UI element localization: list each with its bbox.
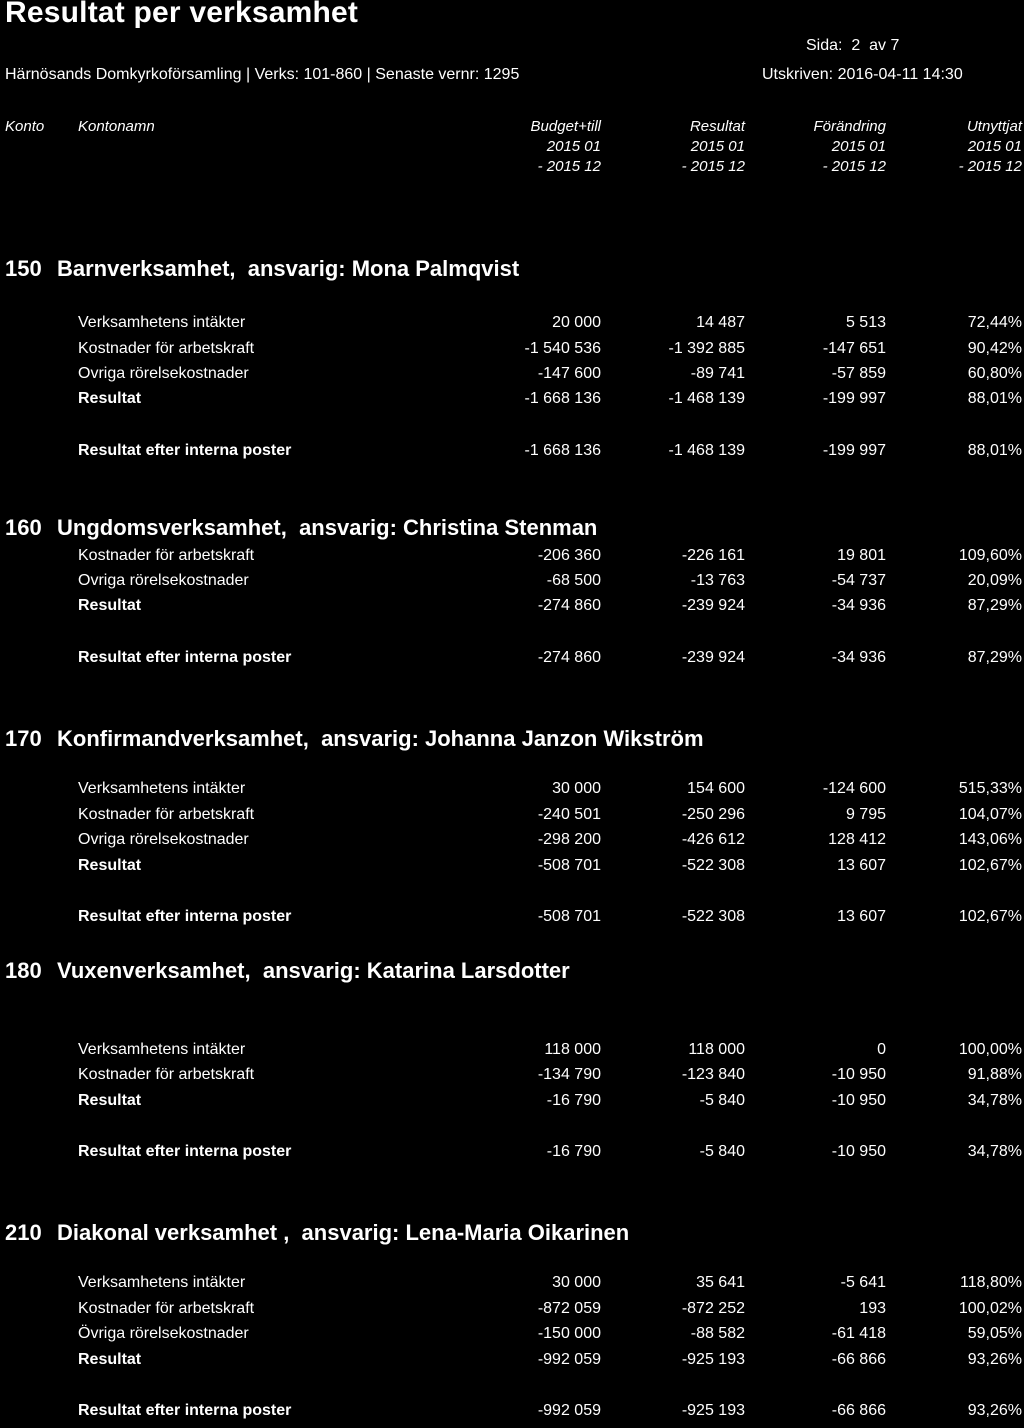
- column-header-budget: Budget+till 2015 01 - 2015 12: [530, 118, 601, 175]
- table-row-resultat: Resultat -992 059 -925 193 -66 866 93,26%: [78, 1351, 1022, 1368]
- table-row: Kostnader för arbetskraft -240 501 -250 296 9 795 104,07%: [78, 806, 1022, 823]
- table-row: Verksamhetens intäkter 30 000 35 641 -5 641 118,80%: [78, 1274, 1022, 1291]
- page-label: Sida:: [806, 37, 843, 54]
- column-header-forandring: Förändring 2015 01 - 2015 12: [813, 118, 886, 175]
- report-title: Resultat per verksamhet: [5, 0, 359, 29]
- column-header-konto: Konto: [5, 118, 45, 135]
- table-row: Kostnader för arbetskraft -206 360 -226 161 19 801 109,60%: [78, 547, 1022, 564]
- section-title: 160 Ungdomsverksamhet, ansvarig: Christina Stenman: [5, 515, 598, 540]
- column-header-resultat: Resultat 2015 01 - 2015 12: [681, 118, 745, 175]
- page-separator: av: [869, 37, 887, 54]
- table-row-resultat: Resultat -274 860 -239 924 -34 936 87,29%: [78, 597, 1022, 614]
- page-indicator: [806, 37, 899, 55]
- column-header-utnyttjat: Utnyttjat 2015 01 - 2015 12: [958, 118, 1022, 175]
- table-row: Verksamhetens intäkter 118 000 118 000 0 100,00%: [78, 1041, 1022, 1058]
- page-current: 2: [851, 37, 861, 54]
- table-row: Ovriga rörelsekostnader -147 600 -89 741 -57 859 60,80%: [78, 365, 1022, 382]
- table-row: Kostnader för arbetskraft -134 790 -123 840 -10 950 91,88%: [78, 1066, 1022, 1083]
- table-row-total: Resultat efter interna poster -274 860 -239 924 -34 936 87,29%: [78, 649, 1022, 666]
- table-row: Ovriga rörelsekostnader -298 200 -426 612 128 412 143,06%: [78, 831, 1022, 848]
- table-row-total: Resultat efter interna poster -16 790 -5 840 -10 950 34,78%: [78, 1143, 1022, 1160]
- organization-line: Härnösands Domkyrkoförsamling | Verks: 101-860 | Senaste vernr: 1295: [5, 66, 520, 83]
- section-title: 180 Vuxenverksamhet, ansvarig: Katarina Larsdotter: [5, 958, 570, 983]
- table-row-total: Resultat efter interna poster -1 668 136 -1 468 139 -199 997 88,01%: [78, 442, 1022, 459]
- page-total: 7: [890, 37, 900, 54]
- table-row: Kostnader för arbetskraft -1 540 536 -1 392 885 -147 651 90,42%: [78, 340, 1022, 357]
- table-row-resultat: Resultat -508 701 -522 308 13 607 102,67%: [78, 857, 1022, 874]
- table-row: Verksamhetens intäkter 20 000 14 487 5 513 72,44%: [78, 314, 1022, 331]
- section-title: 210 Diakonal verksamhet , ansvarig: Lena-Maria Oikarinen: [5, 1220, 630, 1245]
- table-row: Ovriga rörelsekostnader -68 500 -13 763 -54 737 20,09%: [78, 572, 1022, 589]
- table-row-resultat: Resultat -1 668 136 -1 468 139 -199 997 88,01%: [78, 390, 1022, 407]
- section-title: 170 Konfirmandverksamhet, ansvarig: Johanna Janzon Wikström: [5, 726, 704, 751]
- table-row-total: Resultat efter interna poster -508 701 -522 308 13 607 102,67%: [78, 908, 1022, 925]
- printed-timestamp: Utskriven: 2016-04-11 14:30: [762, 66, 963, 83]
- table-row: Verksamhetens intäkter 30 000 154 600 -124 600 515,33%: [78, 780, 1022, 797]
- section-title: 150 Barnverksamhet, ansvarig: Mona Palmqvist: [5, 256, 520, 281]
- table-row-total: Resultat efter interna poster -992 059 -925 193 -66 866 93,26%: [78, 1402, 1022, 1419]
- table-row: Kostnader för arbetskraft -872 059 -872 252 193 100,02%: [78, 1300, 1022, 1317]
- table-row-resultat: Resultat -16 790 -5 840 -10 950 34,78%: [78, 1092, 1022, 1109]
- column-header-kontonamn: Kontonamn: [78, 118, 155, 135]
- table-row: Övriga rörelsekostnader -150 000 -88 582 -61 418 59,05%: [78, 1325, 1022, 1342]
